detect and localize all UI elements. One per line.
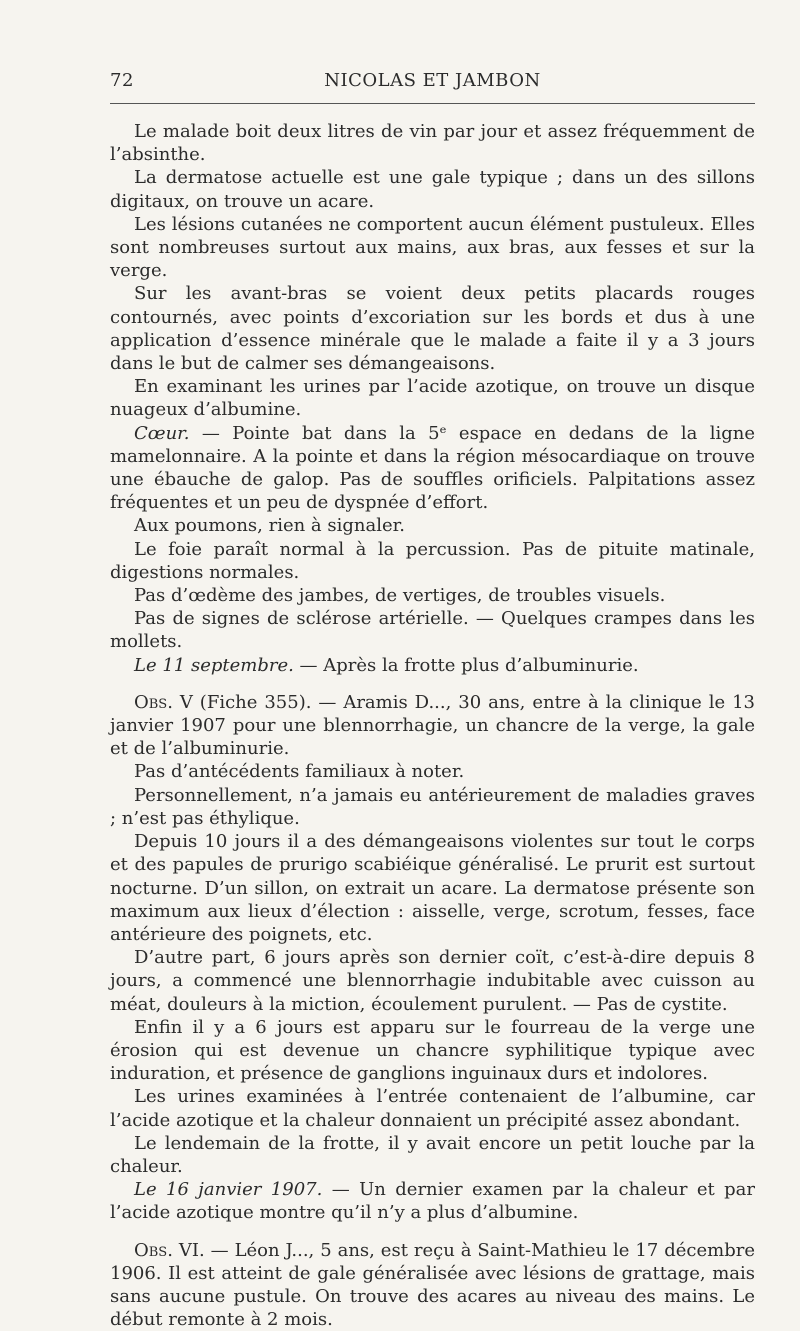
paragraph: Les lésions cutanées ne comportent aucun élément pustuleux. Elles sont nombreuses surtout aux mains, aux bras, aux fesses et sur la verge. xyxy=(110,213,755,282)
date-label: Le 16 janvier 1907. xyxy=(134,1179,323,1201)
paragraph xyxy=(110,1178,755,1224)
paragraph: Sur les avant-bras se voient deux petits placards rouges contournés, avec points d’excoriation sur les bords et dus à une application d’essence minérale que le malade a faite il y a 3 jours dans le but de calmer ses démangeaisons. xyxy=(110,283,755,375)
paragraph: La dermatose actuelle est une gale typique ; dans un des sillons digitaux, on trouve un acare. xyxy=(110,167,755,212)
paragraph: En examinant les urines par l’acide azotique, on trouve un disque nuageux d’albumine. xyxy=(110,376,755,421)
paragraph: Aux poumons, rien à signaler. xyxy=(134,515,405,537)
paragraph: Pas d’antécédents familiaux à noter. xyxy=(134,761,465,783)
paragraph-text: V (Fiche 355). — Aramis D..., 30 ans, entre à la clinique le 13 janvier 1907 pour une blennorrhagie, un chancre de la verge, la gale et de l’albuminurie. xyxy=(110,691,755,760)
observation-label: Obs. xyxy=(134,691,173,713)
paragraph-text: — Un dernier examen par la chaleur et par l’acide azotique montre qu’il n’y a plus d’albumine. xyxy=(110,1179,755,1224)
date-label: Le 11 septembre. xyxy=(134,654,294,676)
paragraph-text: — Après la frotte plus d’albuminurie. xyxy=(293,654,639,676)
paragraph: Pas d’œdème des jambes, de vertiges, de troubles visuels. xyxy=(134,585,666,607)
observation-paragraph xyxy=(110,1239,755,1331)
paragraph: Depuis 10 jours il a des démangeaisons violentes sur tout le corps et des papules de prurigo scabiéique généralisé. Le prurit est surtout nocturne. D’un sillon, on extrait un acare. La dermatose présente son maximum aux lieux d’élection : aisselle, verge, scrotum, fesses, face antérieure des poignets, etc. xyxy=(110,831,755,945)
observation-paragraph xyxy=(110,691,755,761)
paragraph-text: VI. — Léon J..., 5 ans, est reçu à Saint-Mathieu le 17 décembre 1906. Il est atteint de gale généralisée avec lésions de grattage, mais sans aucune pustule. On trouve des acares au niveau des mains. Le début remonte à 2 mois. xyxy=(110,1239,755,1331)
paragraph xyxy=(110,422,755,515)
page-number: 72 xyxy=(110,70,134,91)
paragraph: Pas de signes de sclérose artérielle. — Quelques crampes dans les mollets. xyxy=(110,608,755,653)
paragraph: Le malade boit deux litres de vin par jour et assez fréquemment de l’absinthe. xyxy=(110,121,755,166)
paragraph: Le foie paraît normal à la percussion. Pas de pituite matinale, digestions normales. xyxy=(110,538,755,583)
paragraph: Les urines examinées à l’entrée contenaient de l’albumine, car l’acide azotique et la chaleur donnaient un précipité assez abondant. xyxy=(110,1086,755,1131)
page-header xyxy=(110,70,755,94)
section-label: Cœur. xyxy=(134,422,190,444)
paragraph: Le lendemain de la frotte, il y avait encore un petit louche par la chaleur. xyxy=(110,1132,755,1177)
paragraph: Enfin il y a 6 jours est apparu sur le fourreau de la verge une érosion qui est devenue un chancre syphilitique typique avec induration, et présence de ganglions inguinaux durs et indolores. xyxy=(110,1016,755,1085)
header-rule xyxy=(110,103,755,104)
paragraph: D’autre part, 6 jours après son dernier coït, c’est-à-dire depuis 8 jours, a commencé une blennorrhagie indubitable avec cuisson au méat, douleurs à la miction, écoulement purulent. — Pas de cystite. xyxy=(110,947,755,1015)
paragraph-text: — Pointe bat dans la 5ᵉ espace en dedans de la ligne mamelonnaire. A la pointe et dans la région mésocardiaque on trouve une ébauche de galop. Pas de souffles orificiels. Palpitations assez fréquentes et un peu de dyspnée d’effort. xyxy=(110,422,755,514)
paragraph: Personnellement, n’a jamais eu antérieurement de maladies graves ; n’est pas éthylique. xyxy=(110,784,755,829)
observation-label: Obs. xyxy=(134,1239,173,1261)
body-text xyxy=(110,120,755,1331)
running-title: NICOLAS ET JAMBON xyxy=(324,70,541,91)
paragraph xyxy=(110,654,755,677)
